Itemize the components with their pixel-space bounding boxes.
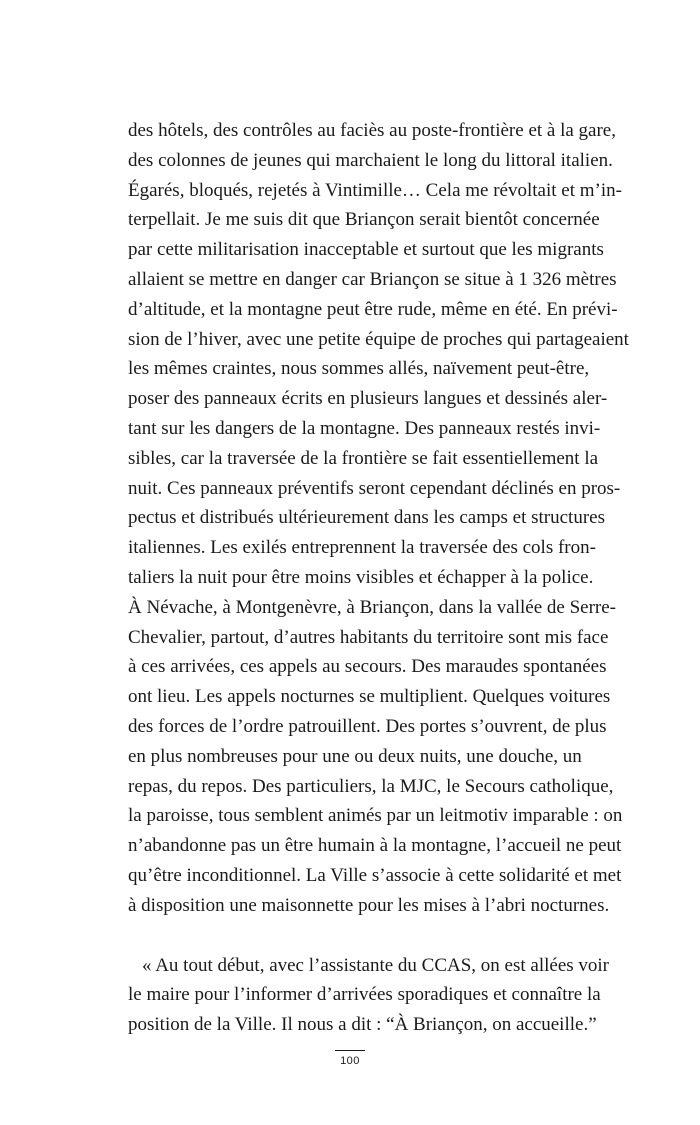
text-line: ont lieu. Les appels nocturnes se multiplient. Quelques voitures xyxy=(128,686,611,708)
text-line: par cette militarisation inacceptable et surtout que les migrants xyxy=(128,239,604,261)
text-line: qu’être inconditionnel. La Ville s’associe à cette solidarité et met xyxy=(128,864,622,886)
text-line: repas, du repos. Des particuliers, la MJC, le Secours catholique, xyxy=(128,775,614,797)
paragraph-1 xyxy=(128,116,629,921)
text-line: tant sur les dangers de la montagne. Des panneaux restés invi- xyxy=(128,417,601,439)
text-line: des hôtels, des contrôles au faciès au poste-frontière et à la gare, xyxy=(128,120,616,141)
page-number-rule xyxy=(335,1050,365,1051)
text-line: la paroisse, tous semblent animés par un leitmotiv imparable : on xyxy=(128,805,623,827)
body-text xyxy=(128,116,629,1040)
text-line: terpellait. Je me suis dit que Briançon serait bientôt concernée xyxy=(128,209,600,231)
text-line: italiennes. Les exilés entreprennent la traversée des cols fron- xyxy=(128,537,596,559)
text-line: sion de l’hiver, avec une petite équipe de proches qui partageaient xyxy=(128,328,629,350)
text-line: nuit. Ces panneaux préventifs seront cependant déclinés en pros- xyxy=(128,477,621,499)
text-line: À Névache, à Montgenèvre, à Briançon, dans la vallée de Serre- xyxy=(128,596,616,618)
text-line: des forces de l’ordre patrouillent. Des portes s’ouvrent, de plus xyxy=(128,715,607,737)
paragraph-spacing xyxy=(128,921,574,951)
text-line: « Au tout début, avec l’assistante du CCAS, on est allées voir xyxy=(142,954,610,976)
text-line: à ces arrivées, ces appels au secours. Des maraudes spontanées xyxy=(128,656,607,678)
text-line: allaient se mettre en danger car Briançon se situe à 1 326 mètres xyxy=(128,268,617,290)
text-line: sibles, car la traversée de la frontière se fait essentiellement la xyxy=(128,447,599,469)
text-line: le maire pour l’informer d’arrivées sporadiques et connaître la xyxy=(128,984,601,1006)
text-line: d’altitude, et la montagne peut être rude, même en été. En prévi- xyxy=(128,298,618,320)
paragraph-2 xyxy=(128,951,610,1040)
page-footer xyxy=(0,1050,700,1067)
text-line: pectus et distribués ultérieurement dans les camps et structures xyxy=(128,507,605,529)
text-line: poser des panneaux écrits en plusieurs langues et dessinés aler- xyxy=(128,388,608,410)
page-number: 100 xyxy=(340,1055,360,1067)
text-line: en plus nombreuses pour une ou deux nuits, une douche, un xyxy=(128,745,582,767)
text-line: des colonnes de jeunes qui marchaient le long du littoral italien. xyxy=(128,149,613,171)
text-line: les mêmes craintes, nous sommes allés, naïvement peut-être, xyxy=(128,358,590,380)
text-line: taliers la nuit pour être moins visibles et échapper à la police. xyxy=(128,566,594,588)
text-line: position de la Ville. Il nous a dit : “À Briançon, on accueille.” xyxy=(128,1014,597,1036)
text-line: Égarés, bloqués, rejetés à Vintimille… Cela me révoltait et m’in- xyxy=(128,179,622,201)
text-line: à disposition une maisonnette pour les mises à l’abri nocturnes. xyxy=(128,894,610,916)
text-line: n’abandonne pas un être humain à la montagne, l’accueil ne peut xyxy=(128,835,622,857)
text-line: Chevalier, partout, d’autres habitants du territoire sont mis face xyxy=(128,626,609,648)
